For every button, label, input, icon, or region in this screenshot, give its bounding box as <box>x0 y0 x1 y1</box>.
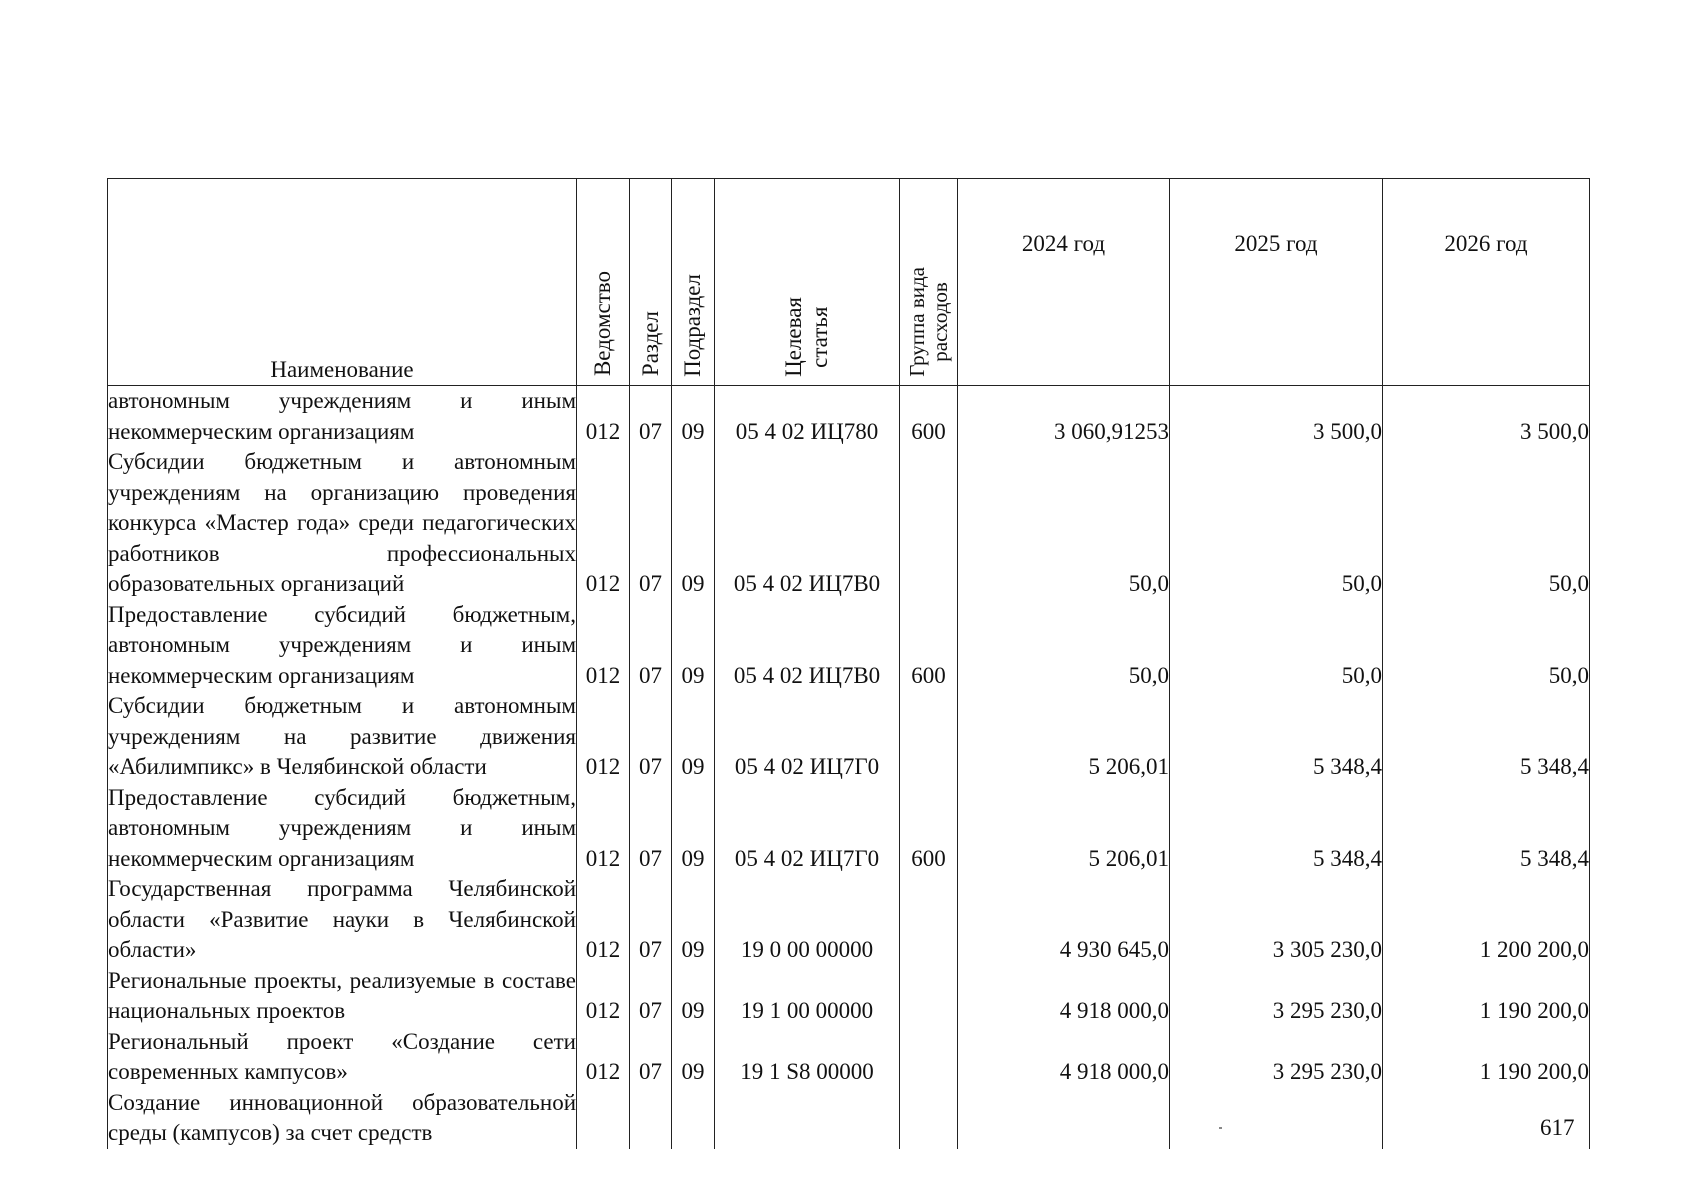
cell-2024 <box>958 600 1170 692</box>
cell-vedomstvo <box>577 1088 630 1149</box>
cell-celevaya-statya-text: 19 1 S8 00000 <box>740 1059 874 1084</box>
cell-celevaya-statya <box>715 691 900 783</box>
cell-gruppa-text: 600 <box>911 662 946 688</box>
cell-2024 <box>958 1088 1170 1149</box>
cell-razdel-text: 07 <box>639 845 662 871</box>
cell-gruppa <box>900 966 958 1027</box>
budget-table <box>107 178 1590 1149</box>
cell-razdel <box>630 386 672 448</box>
cell-celevaya-statya <box>715 600 900 692</box>
cell-podrazdel <box>672 874 715 966</box>
cell-podrazdel <box>672 1088 715 1149</box>
cell-2026-text: 3 500,0 <box>1520 418 1589 444</box>
cell-name-text: Предоставление субсидий бюджетным, автономным учреждениям и иным некоммерческим организациям <box>108 784 576 871</box>
cell-2024-text: 4 918 000,0 <box>1059 1059 1169 1084</box>
cell-podrazdel-text: 09 <box>681 1059 705 1084</box>
cell-razdel <box>630 691 672 783</box>
cell-celevaya-statya-text: 19 1 00 00000 <box>740 998 874 1023</box>
cell-vedomstvo <box>577 783 630 875</box>
cell-vedomstvo-text: 012 <box>585 1059 621 1084</box>
cell-2026 <box>1383 600 1590 692</box>
cell-podrazdel-text: 09 <box>681 998 705 1023</box>
cell-podrazdel <box>672 386 715 448</box>
cell-vedomstvo-text: 012 <box>585 418 621 444</box>
cell-2025-text: 3 295 230,0 <box>1272 1059 1382 1084</box>
table-row <box>108 1027 1590 1088</box>
cell-2026-text: 1 200 200,0 <box>1479 937 1589 962</box>
cell-2025 <box>1170 1027 1383 1088</box>
cell-name-text: Региональные проекты, реализуемые в составе национальных проектов <box>108 967 576 1023</box>
cell-podrazdel-text: 09 <box>681 937 705 962</box>
cell-2024-text: 5 206,01 <box>1088 754 1169 779</box>
cell-celevaya-statya-text: 05 4 02 ИЦ780 <box>735 418 879 444</box>
table-row <box>108 874 1590 966</box>
cell-vedomstvo-text: 012 <box>585 998 621 1023</box>
page-number: 617 <box>1540 1115 1575 1140</box>
cell-celevaya-statya <box>715 783 900 875</box>
cell-razdel-text: 07 <box>639 998 662 1023</box>
header-vedomstvo: Ведомство <box>577 179 630 386</box>
table-body <box>108 386 1590 1149</box>
cell-gruppa-text: 600 <box>911 418 946 444</box>
cell-name-text: Региональный проект «Создание сети современных кампусов» <box>108 1028 576 1084</box>
cell-name-text: Субсидии бюджетным и автономным учреждениям на развитие движения «Абилимпикс» в Челябинской области <box>108 693 576 779</box>
cell-2024-text: 50,0 <box>1128 571 1169 596</box>
cell-2024-text: 5 206,01 <box>1088 845 1169 871</box>
cell-vedomstvo-text: 012 <box>585 571 621 596</box>
cell-2026 <box>1383 386 1590 448</box>
cell-2026 <box>1383 874 1590 966</box>
cell-2025-text: 50,0 <box>1341 571 1382 596</box>
table-header-row <box>108 179 1590 386</box>
cell-razdel <box>630 1088 672 1149</box>
cell-celevaya-statya <box>715 447 900 600</box>
cell-celevaya-statya <box>715 966 900 1027</box>
cell-name <box>108 874 577 966</box>
cell-podrazdel <box>672 600 715 692</box>
cell-2025-text: 50,0 <box>1341 662 1382 688</box>
cell-vedomstvo <box>577 600 630 692</box>
cell-name-text: Предоставление субсидий бюджетным, автономным учреждениям и иным некоммерческим организациям <box>108 601 576 688</box>
cell-gruppa-text: 600 <box>911 845 946 871</box>
cell-2026-text: 5 348,4 <box>1520 845 1589 871</box>
cell-2024 <box>958 966 1170 1027</box>
cell-vedomstvo <box>577 1027 630 1088</box>
cell-vedomstvo <box>577 691 630 783</box>
cell-2025 <box>1170 386 1383 448</box>
header-razdel: Раздел <box>630 179 672 386</box>
cell-2024-text: 3 060,91253 <box>1054 418 1169 444</box>
cell-razdel <box>630 600 672 692</box>
scan-speck <box>1219 1127 1222 1129</box>
header-gruppa-vida-rashodov: Группа вида расходов <box>900 179 958 386</box>
cell-2025 <box>1170 874 1383 966</box>
cell-2025 <box>1170 1088 1383 1149</box>
cell-2024-text: 4 918 000,0 <box>1059 998 1169 1023</box>
cell-gruppa <box>900 386 958 448</box>
header-2024: 2024 год <box>958 179 1170 386</box>
cell-name <box>108 691 577 783</box>
cell-name-text: Государственная программа Челябинской области «Развитие науки в Челябинской области» <box>108 876 576 962</box>
cell-name-text: Субсидии бюджетным и автономным учреждениям на организацию проведения конкурса «Мастер года» среди педагогических работников профессиональных образовательных организаций <box>108 449 576 596</box>
cell-celevaya-statya-text: 05 4 02 ИЦ7Г0 <box>734 754 880 779</box>
cell-2025-text: 5 348,4 <box>1313 754 1382 779</box>
cell-podrazdel-text: 09 <box>681 571 705 596</box>
cell-2026 <box>1383 691 1590 783</box>
cell-2024 <box>958 447 1170 600</box>
cell-razdel <box>630 1027 672 1088</box>
cell-name <box>108 966 577 1027</box>
cell-name <box>108 1088 577 1149</box>
cell-2026-text: 1 190 200,0 <box>1479 1059 1589 1084</box>
table-row <box>108 447 1590 600</box>
cell-2026 <box>1383 447 1590 600</box>
cell-vedomstvo-text: 012 <box>585 662 621 688</box>
cell-celevaya-statya <box>715 1027 900 1088</box>
cell-2025-text: 5 348,4 <box>1313 845 1382 871</box>
cell-2026 <box>1383 1027 1590 1088</box>
cell-razdel-text: 07 <box>639 662 662 688</box>
cell-name <box>108 386 577 448</box>
table-row <box>108 386 1590 448</box>
cell-vedomstvo <box>577 966 630 1027</box>
cell-vedomstvo <box>577 386 630 448</box>
cell-name-text: автономным учреждениям и иным некоммерческим организациям <box>108 388 576 444</box>
cell-name-text: Создание инновационной образовательной среды (кампусов) за счет средств <box>108 1089 576 1145</box>
cell-razdel-text: 07 <box>639 754 662 779</box>
cell-2026-text: 50,0 <box>1548 571 1589 596</box>
cell-podrazdel-text: 09 <box>681 845 705 871</box>
cell-razdel <box>630 966 672 1027</box>
cell-name <box>108 600 577 692</box>
table-row <box>108 1088 1590 1149</box>
cell-2025-text: 3 500,0 <box>1313 418 1382 444</box>
cell-podrazdel-text: 09 <box>681 418 705 444</box>
cell-razdel <box>630 447 672 600</box>
cell-2026-text: 50,0 <box>1548 662 1589 688</box>
cell-2025 <box>1170 600 1383 692</box>
cell-celevaya-statya <box>715 874 900 966</box>
cell-podrazdel-text: 09 <box>681 754 705 779</box>
cell-celevaya-statya-text: 19 0 00 00000 <box>740 937 874 962</box>
cell-celevaya-statya-text: 05 4 02 ИЦ7В0 <box>733 662 881 688</box>
header-2026: 2026 год <box>1383 179 1590 386</box>
cell-celevaya-statya <box>715 1088 900 1149</box>
cell-gruppa <box>900 783 958 875</box>
cell-podrazdel <box>672 1027 715 1088</box>
cell-gruppa <box>900 447 958 600</box>
cell-celevaya-statya-text: 05 4 02 ИЦ7Г0 <box>734 845 880 871</box>
cell-2025 <box>1170 447 1383 600</box>
header-celevaya-statya: Целевая статья <box>715 179 900 386</box>
cell-2026-text: 1 190 200,0 <box>1479 998 1589 1023</box>
cell-razdel-text: 07 <box>639 1059 662 1084</box>
cell-celevaya-statya-text: 05 4 02 ИЦ7В0 <box>733 571 881 596</box>
cell-vedomstvo-text: 012 <box>585 937 621 962</box>
header-name: Наименование <box>108 179 577 386</box>
cell-razdel <box>630 783 672 875</box>
cell-2026-text: 5 348,4 <box>1520 754 1589 779</box>
header-2025: 2025 год <box>1170 179 1383 386</box>
cell-podrazdel <box>672 691 715 783</box>
cell-2025 <box>1170 783 1383 875</box>
cell-razdel-text: 07 <box>639 571 662 596</box>
table-row <box>108 600 1590 692</box>
cell-celevaya-statya <box>715 386 900 448</box>
cell-podrazdel <box>672 783 715 875</box>
cell-2024-text: 50,0 <box>1128 662 1169 688</box>
cell-name <box>108 447 577 600</box>
cell-podrazdel <box>672 447 715 600</box>
table-row <box>108 691 1590 783</box>
cell-2025-text: 3 305 230,0 <box>1272 937 1382 962</box>
cell-gruppa <box>900 600 958 692</box>
cell-2025 <box>1170 966 1383 1027</box>
table-row <box>108 966 1590 1027</box>
cell-2024-text: 4 930 645,0 <box>1059 937 1169 962</box>
cell-2024 <box>958 1027 1170 1088</box>
cell-podrazdel-text: 09 <box>681 662 705 688</box>
cell-gruppa <box>900 1027 958 1088</box>
cell-vedomstvo <box>577 874 630 966</box>
cell-razdel <box>630 874 672 966</box>
cell-2024 <box>958 386 1170 448</box>
cell-2024 <box>958 874 1170 966</box>
cell-name <box>108 783 577 875</box>
cell-2026 <box>1383 783 1590 875</box>
cell-vedomstvo-text: 012 <box>585 754 621 779</box>
header-podrazdel: Подраздел <box>672 179 715 386</box>
table-row <box>108 783 1590 875</box>
cell-podrazdel <box>672 966 715 1027</box>
cell-2025 <box>1170 691 1383 783</box>
cell-gruppa <box>900 691 958 783</box>
cell-gruppa <box>900 874 958 966</box>
cell-name <box>108 1027 577 1088</box>
cell-vedomstvo <box>577 447 630 600</box>
cell-2024 <box>958 783 1170 875</box>
cell-razdel-text: 07 <box>639 937 662 962</box>
cell-razdel-text: 07 <box>639 418 662 444</box>
cell-vedomstvo-text: 012 <box>585 845 621 871</box>
cell-2026 <box>1383 966 1590 1027</box>
cell-2024 <box>958 691 1170 783</box>
cell-gruppa <box>900 1088 958 1149</box>
cell-2025-text: 3 295 230,0 <box>1272 998 1382 1023</box>
